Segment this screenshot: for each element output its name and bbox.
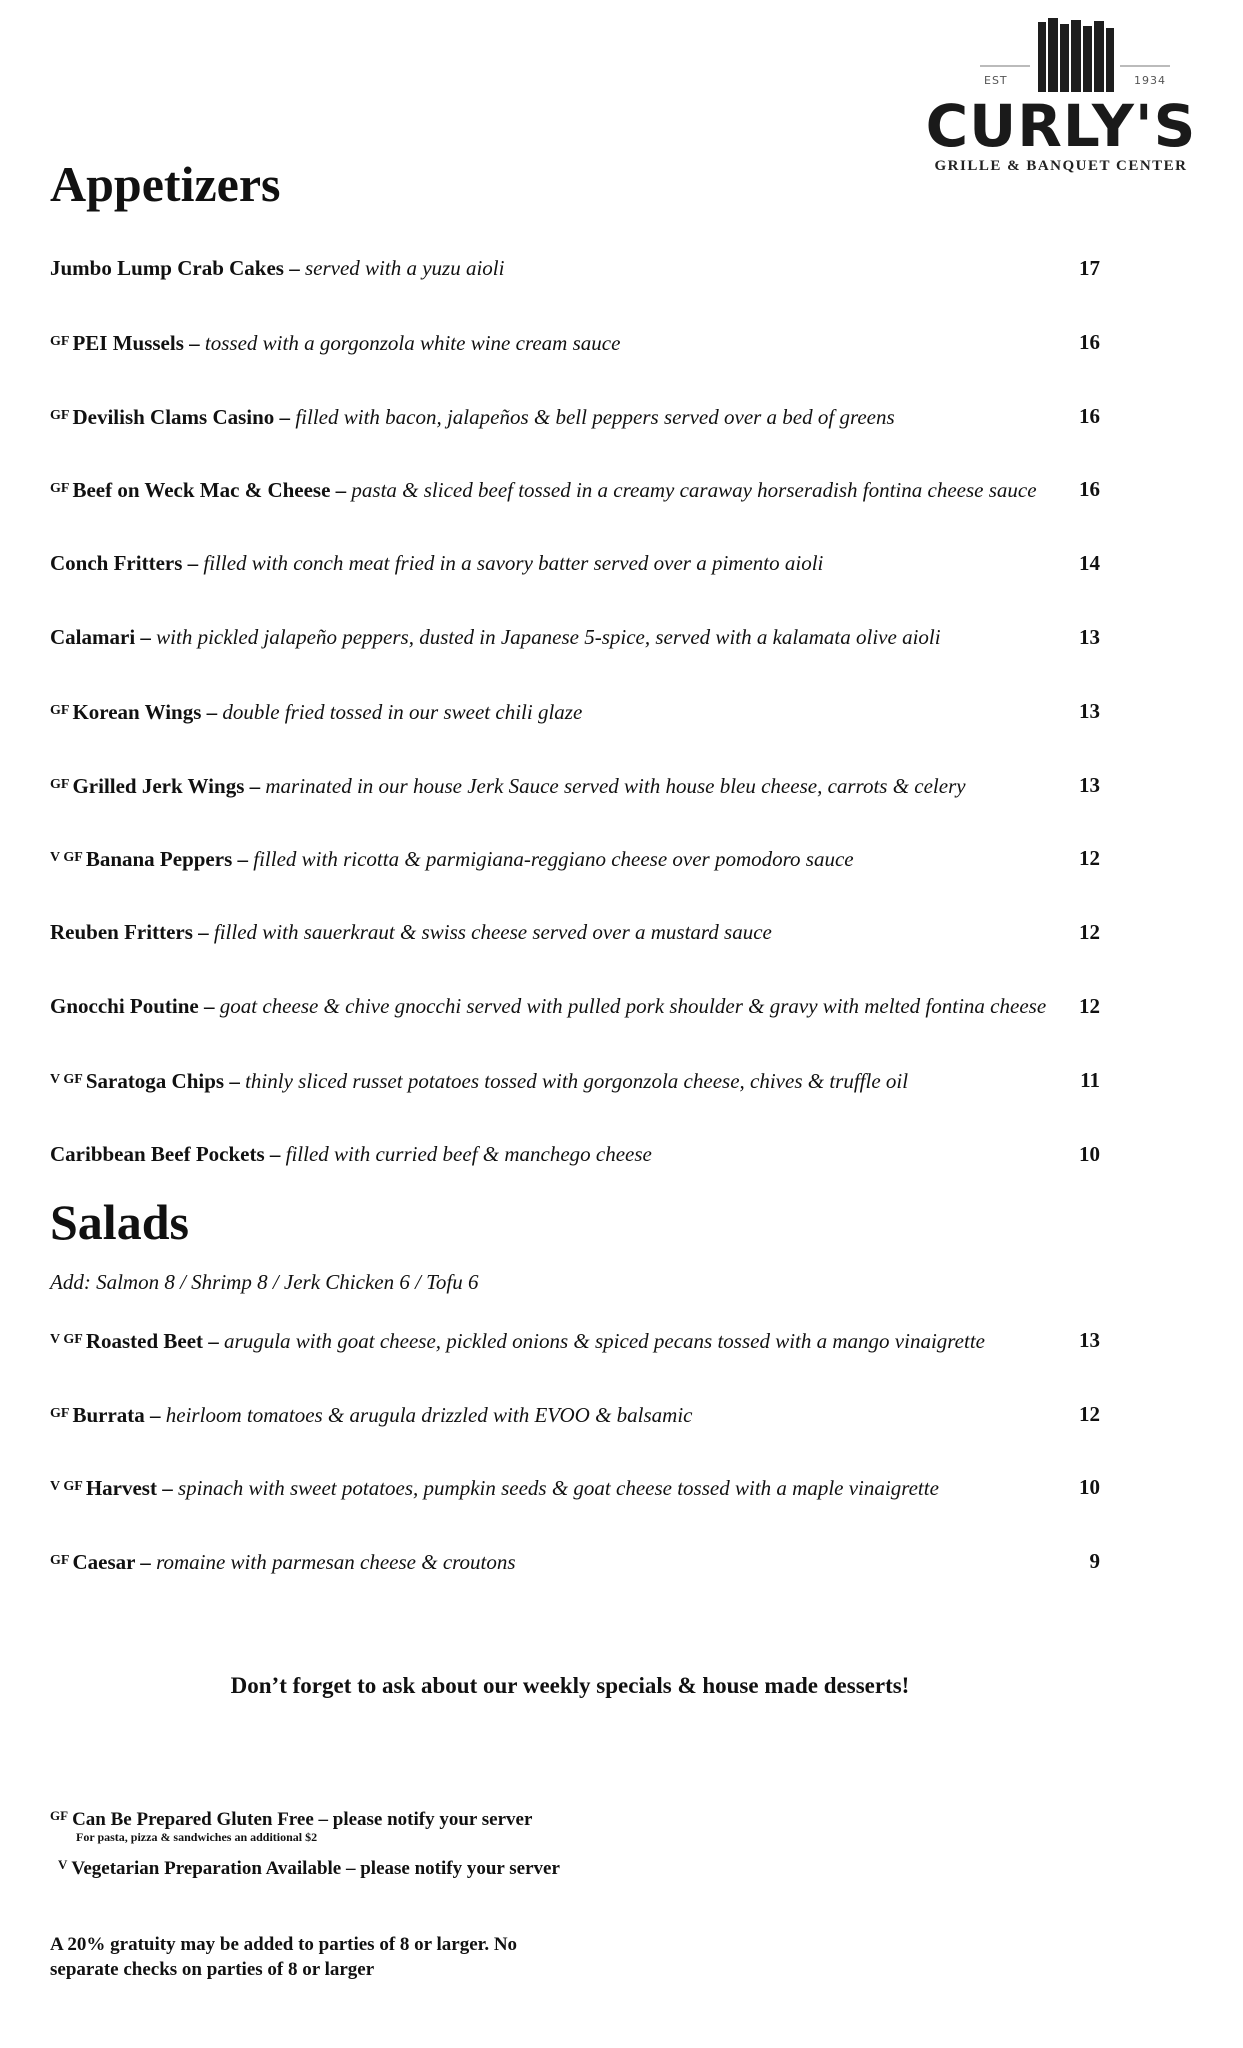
item-name: Banana Peppers – — [85, 847, 254, 872]
appetizers-heading: Appetizers — [50, 156, 281, 212]
menu-item — [50, 991, 1100, 1021]
item-description: with pickled jalapeño peppers, dusted in Japanese 5-spice, served with a kalamata olive aioli — [156, 625, 941, 649]
item-price: 12 — [1079, 920, 1100, 945]
item-name: Reuben Fritters – — [50, 920, 214, 945]
menu-item — [50, 474, 1100, 504]
item-price: 16 — [1079, 477, 1100, 502]
menu-item — [50, 1472, 1100, 1502]
item-description: tossed with a gorgonzola white wine cream sauce — [204, 330, 621, 355]
item-name: Devilish Clams Casino – — [72, 404, 296, 429]
item-description: double fried tossed in our sweet chili glaze — [222, 699, 583, 724]
item-description: thinly sliced russet potatoes tossed with gorgonzola cheese, chives & truffle oil — [245, 1068, 909, 1093]
menu-item — [50, 548, 1100, 578]
menu-item — [50, 770, 1100, 800]
dietary-tag: GF — [50, 702, 70, 718]
gratuity-note: A 20% gratuity may be added to parties of 8 or larger. No separate checks on parties of 8 or larger — [50, 1934, 518, 1980]
item-price: 14 — [1079, 551, 1100, 576]
curlys-logo — [920, 18, 1202, 174]
item-price: 12 — [1079, 994, 1100, 1018]
menu-item — [50, 696, 1100, 726]
item-price: 11 — [1080, 1067, 1100, 1092]
promo-message: Don’t forget to ask about our weekly specials & house made desserts! — [230, 1673, 910, 1698]
dietary-tag: GF — [50, 407, 70, 423]
item-name: PEI Mussels – — [72, 330, 205, 355]
menu-item — [50, 253, 1100, 283]
logo-tagline: GRILLE & BANQUET CENTER — [934, 158, 1188, 174]
menu-item — [50, 1546, 1100, 1576]
item-name: Saratoga Chips – — [85, 1068, 246, 1093]
item-price: 12 — [1079, 1401, 1100, 1426]
item-name: Grilled Jerk Wings – — [72, 773, 266, 798]
item-name: Roasted Beet – — [85, 1329, 225, 1353]
salad-add-ons: Add: Salmon 8 / Shrimp 8 / Jerk Chicken 6 / Tofu 6 — [50, 1270, 479, 1294]
item-price: 12 — [1079, 846, 1100, 871]
item-description: pasta & sliced beef tossed in a creamy caraway horseradish fontina cheese sauce — [351, 478, 1037, 503]
dietary-tag: GF — [50, 481, 70, 497]
dietary-tag: V GF — [50, 1071, 83, 1087]
dietary-tag: V GF — [50, 1332, 83, 1347]
dietary-tag: GF — [50, 776, 70, 792]
v-note-text: Vegetarian Preparation Available – please notify your server — [71, 1858, 560, 1879]
item-price: 10 — [1079, 1475, 1100, 1499]
menu-item — [50, 1325, 1100, 1355]
logo-est-year: 1934 — [1134, 74, 1166, 87]
item-name: Conch Fritters – — [50, 551, 204, 576]
item-name: Beef on Weck Mac & Cheese – — [72, 478, 352, 503]
gf-tag: GF — [50, 1808, 69, 1823]
item-price: 13 — [1079, 698, 1100, 723]
item-price: 13 — [1079, 772, 1100, 797]
item-name: Caribbean Beef Pockets – — [50, 1141, 286, 1166]
item-name: Korean Wings – — [72, 699, 223, 724]
menu-item — [50, 1139, 1100, 1169]
item-price: 16 — [1079, 329, 1100, 354]
item-name: Burrata – — [72, 1402, 166, 1427]
item-description: filled with curried beef & manchego cheese — [285, 1141, 652, 1166]
item-description: served with a yuzu aioli — [304, 256, 505, 280]
salads-heading: Salads — [50, 1194, 189, 1250]
item-description: filled with bacon, jalapeños & bell peppers served over a bed of greens — [295, 404, 895, 429]
logo-est-label: EST — [984, 74, 1008, 87]
dietary-tag: V GF — [50, 1479, 83, 1494]
dietary-tag: GF — [50, 333, 70, 349]
item-description: filled with conch meat fried in a savory batter served over a pimento aioli — [203, 551, 824, 576]
dietary-tag: V GF — [50, 850, 83, 866]
item-description: marinated in our house Jerk Sauce served with house bleu cheese, carrots & celery — [265, 773, 966, 798]
menu-item — [50, 843, 1100, 873]
menu-item — [50, 622, 1100, 652]
gf-surcharge-note: For pasta, pizza & sandwiches an additional $2 — [76, 1830, 318, 1844]
dietary-tag: GF — [50, 1405, 70, 1421]
v-tag: V — [58, 1857, 68, 1872]
item-name: Gnocchi Poutine – — [50, 994, 220, 1018]
item-description: romaine with parmesan cheese & croutons — [156, 1549, 516, 1574]
item-name: Calamari – — [50, 625, 157, 649]
menu-item — [50, 917, 1100, 947]
logo-wordmark: CURLY'S — [925, 92, 1197, 160]
menu-item — [50, 327, 1100, 357]
item-description: spinach with sweet potatoes, pumpkin seeds & goat cheese tossed with a maple vinaigrette — [177, 1476, 939, 1500]
gf-note-text: Can Be Prepared Gluten Free – please notify your server — [72, 1809, 533, 1830]
item-description: heirloom tomatoes & arugula drizzled with EVOO & balsamic — [165, 1402, 693, 1427]
item-description: filled with ricotta & parmigiana-reggiano cheese over pomodoro sauce — [253, 847, 854, 872]
item-description: arugula with goat cheese, pickled onions & spiced pecans tossed with a mango vinaigrette — [224, 1329, 985, 1353]
item-price: 13 — [1079, 1328, 1100, 1352]
item-price: 13 — [1079, 625, 1100, 649]
item-price: 10 — [1079, 1141, 1100, 1166]
item-description: goat cheese & chive gnocchi served with pulled pork shoulder & gravy with melted fontina cheese — [219, 994, 1047, 1018]
menu-item — [50, 1399, 1100, 1429]
item-name: Jumbo Lump Crab Cakes – — [50, 256, 305, 280]
item-description: filled with sauerkraut & swiss cheese served over a mustard sauce — [213, 920, 772, 945]
menu-item — [50, 1065, 1100, 1095]
vegetarian-note — [58, 1853, 560, 1881]
item-price: 16 — [1079, 403, 1100, 428]
item-name: Harvest – — [85, 1476, 178, 1500]
item-price: 9 — [1089, 1548, 1100, 1573]
menu-item — [50, 401, 1100, 431]
item-name: Caesar – — [72, 1549, 157, 1574]
dietary-tag: GF — [50, 1552, 70, 1568]
gluten-free-note — [50, 1804, 532, 1832]
item-price: 17 — [1079, 256, 1100, 280]
